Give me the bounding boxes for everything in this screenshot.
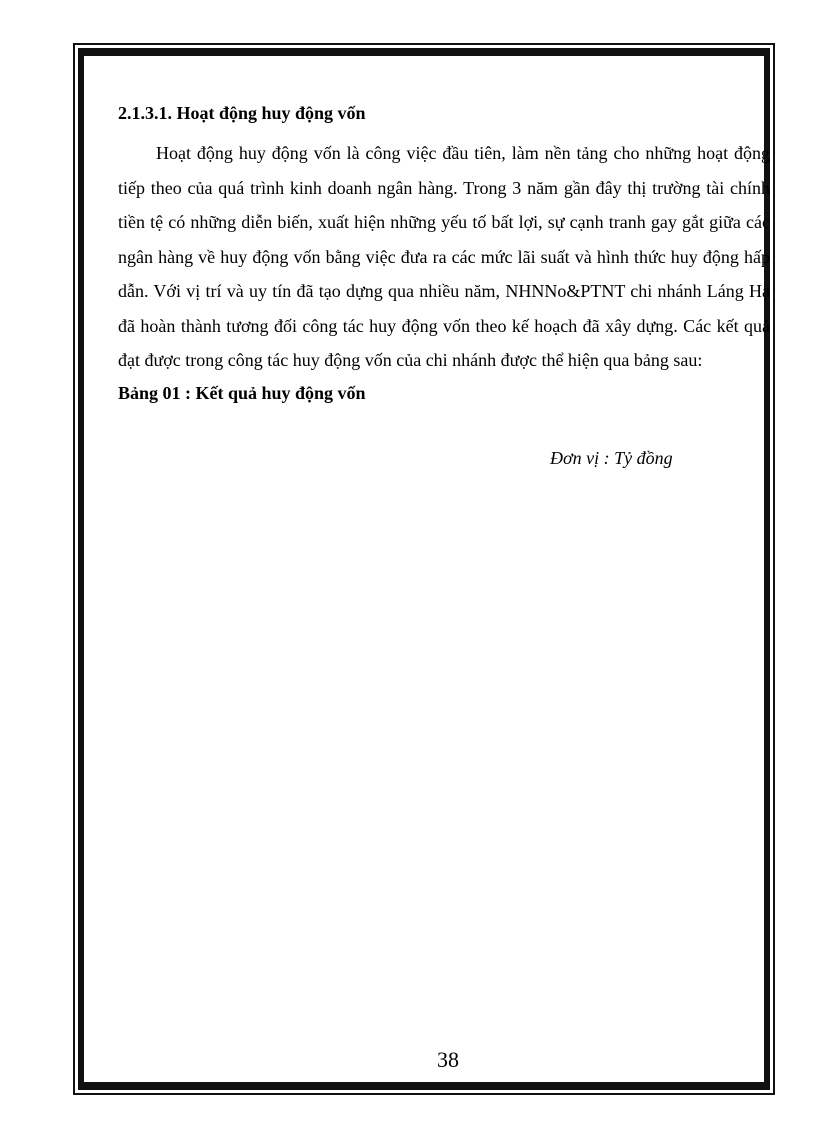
unit-label: Đơn vị : Tỷ đồng <box>550 448 673 468</box>
page-number: 38 <box>437 1047 459 1072</box>
document-body <box>118 102 770 408</box>
table-title: Bảng 01 : Kết quả huy động vốn <box>118 382 366 403</box>
section-heading: 2.1.3.1. Hoạt động huy động vốn <box>118 103 366 123</box>
body-paragraph: Hoạt động huy động vốn là công việc đầu tiên, làm nền tảng cho những hoạt động tiếp theo của quá trình kinh doanh ngân hàng. Trong 3 năm gần đây thị trường tài chính tiền tệ có những diễn biến, xuất hiện những yếu tố bất lợi, sự cạnh tranh gay gắt giữa các ngân hàng về huy động vốn bằng việc đưa ra các mức lãi suất và hình thức huy động hấp dẫn. Với vị trí và uy tín đã tạo dựng qua nhiều năm, NHNNo&PTNT chi nhánh Láng Hạ đã hoàn thành tương đối công tác huy động vốn theo kế hoạch đã xây dựng. Các kết quả đạt được trong công tác huy động vốn của chi nhánh được thể hiện qua bảng sau: <box>118 143 770 370</box>
